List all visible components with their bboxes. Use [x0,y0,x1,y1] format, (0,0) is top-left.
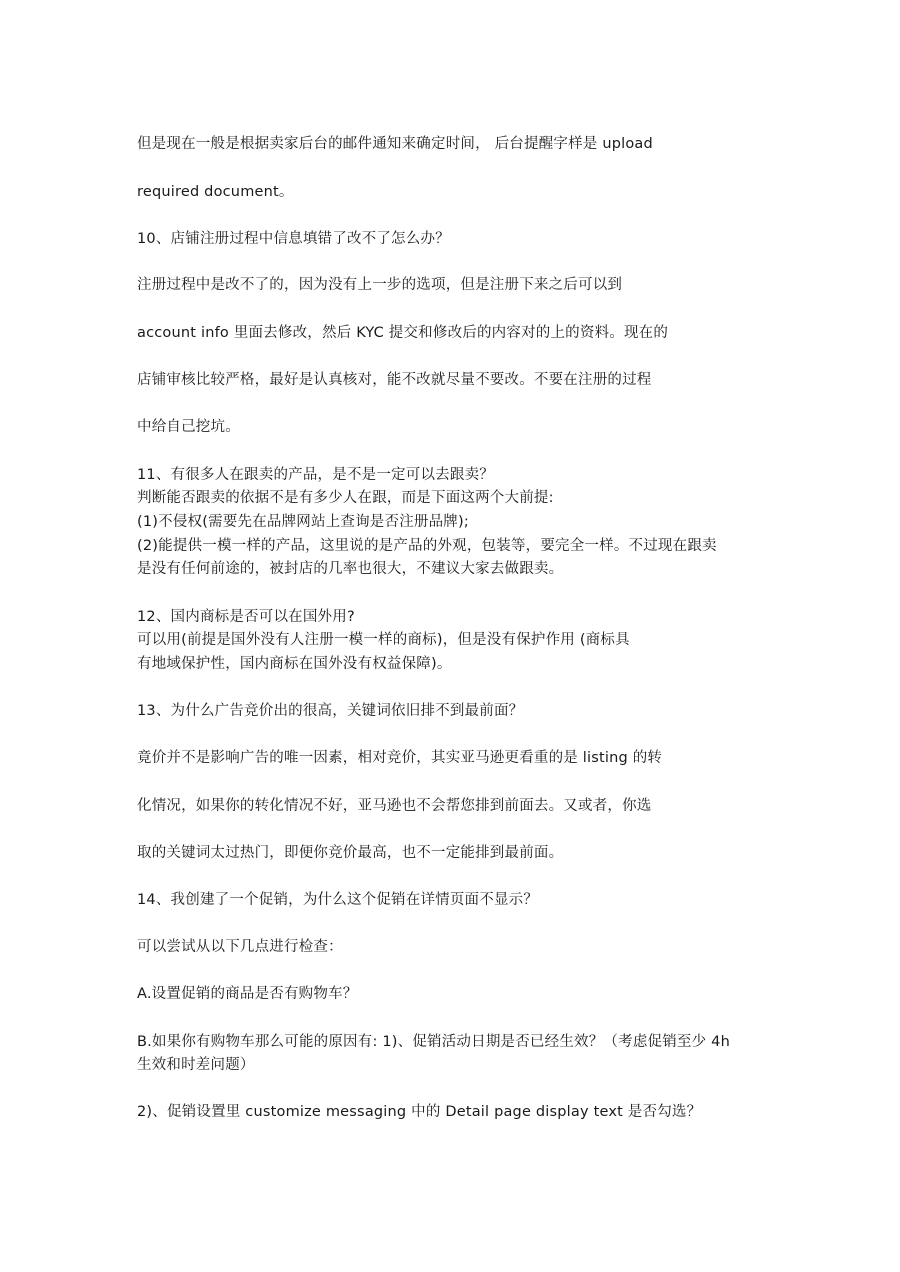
text-line: 取的关键词太过热门，即便你竞价最高，也不一定能排到最前面。 [137,845,564,861]
text-line: 2)、促销设置里 customize messaging 中的 Detail page display text 是否勾选？ [137,1104,702,1120]
text-line: 化情况，如果你的转化情况不好，亚马逊也不会帮您排到前面去。又或者，你选 [137,798,652,814]
text-line: 店铺审核比较严格，最好是认真核对，能不改就尽量不要改。不要在注册的过程 [137,372,652,388]
text-line: 注册过程中是改不了的，因为没有上一步的选项，但是注册下来之后可以到 [137,277,623,293]
text-line: required document。 [137,184,294,200]
text-line: 竟价并不是影响广告的唯一因素，相对竞价，其实亚马逊更看重的是 listing 的转 [137,750,663,766]
text-line: (1)不侵权(需要先在品牌网站上查询是否注册品牌); [137,514,469,530]
text-line: 生效和时差问题） [137,1057,255,1073]
text-line: 可以用(前提是国外没有人注册一模一样的商标)，但是没有保护作用 (商标具 [137,632,630,648]
text-line: account info 里面去修改，然后 KYC 提交和修改后的内容对的上的资料。现在的 [137,325,669,341]
text-line: 判断能否跟卖的依据不是有多少人在跟，而是下面这两个大前提: [137,490,554,506]
question-heading: 12、国内商标是否可以在国外用? [137,609,355,625]
question-heading: 14、我创建了一个促销，为什么这个促销在详情页面不显示？ [137,892,539,908]
question-heading: 11、有很多人在跟卖的产品，是不是一定可以去跟卖？ [137,467,494,483]
question-heading: 13、为什么广告竞价出的很高，关键词依旧排不到最前面？ [137,703,524,719]
text-line: 中给自己挖坑。 [137,419,240,435]
text-line: B.如果你有购物车那么可能的原因有: 1)、促销活动日期是否已经生效？（考虑促销至少 4h [137,1034,730,1050]
text-line: 有地域保护性，国内商标在国外没有权益保障)。 [137,656,452,672]
text-line: 可以尝试从以下几点进行检查： [137,939,343,955]
question-heading: 10、店铺注册过程中信息填错了改不了怎么办？ [137,231,450,247]
text-line: A.设置促销的商品是否有购物车？ [137,986,358,1002]
text-line: (2)能提供一模一样的产品，这里说的是产品的外观，包装等，要完全一样。不过现在跟卖 [137,538,717,554]
text-line: 是没有任何前途的，被封店的几率也很大，不建议大家去做跟卖。 [137,561,564,577]
text-line: 但是现在一般是根据卖家后台的邮件通知来确定时间， 后台提醒字样是 upload [137,136,653,152]
